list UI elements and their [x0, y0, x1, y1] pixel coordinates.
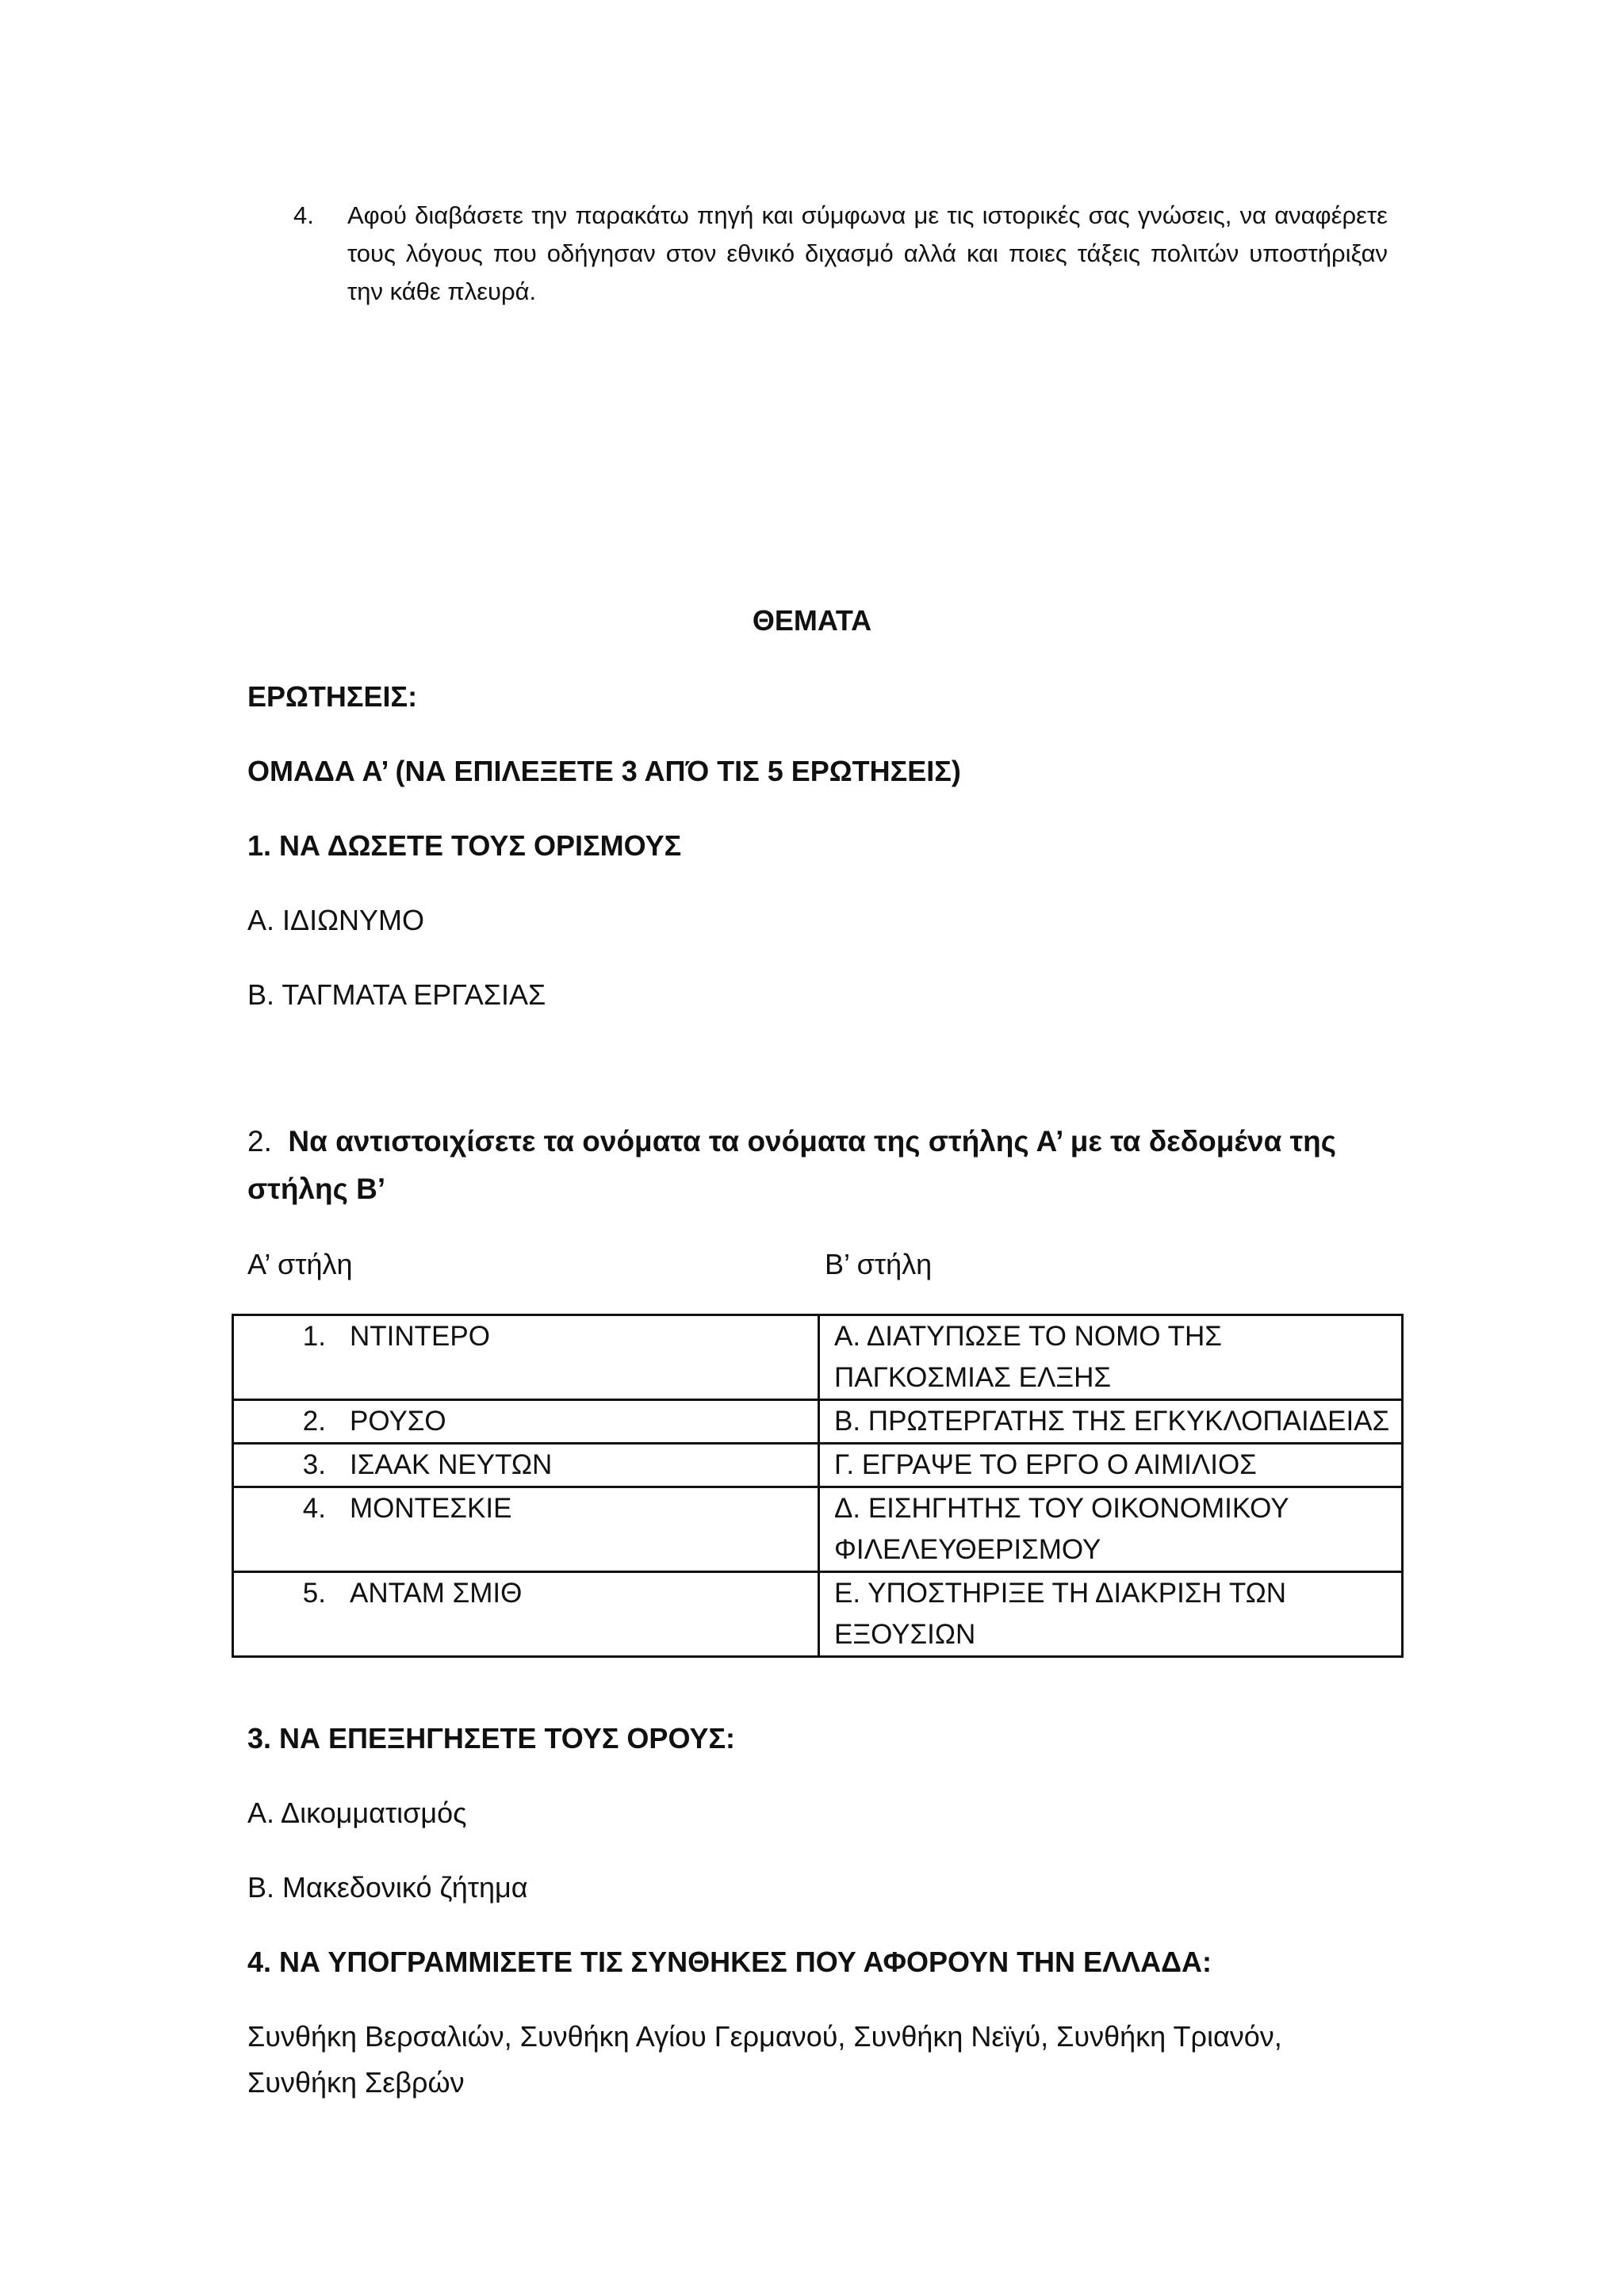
q2-heading: [247, 1118, 1373, 1213]
col-a-cell: [233, 1444, 819, 1487]
page-title: ΘΕΜΑΤΑ: [752, 604, 872, 637]
col-b-cell: Α. ΔΙΑΤΥΠΩΣΕ ΤΟ ΝΟΜΟ ΤΗΣ ΠΑΓΚΟΣΜΙΑΣ ΕΛΞΗΣ: [819, 1315, 1403, 1400]
row-index: 5.: [302, 1578, 326, 1609]
q2-number: 2.: [247, 1125, 272, 1158]
row-index: 4.: [302, 1493, 326, 1524]
row-index: 1.: [302, 1321, 326, 1352]
person-name: ΙΣΑΑΚ ΝΕΥΤΩΝ: [350, 1449, 553, 1480]
col-a-cell: [233, 1487, 819, 1572]
row-index: 2.: [302, 1406, 326, 1437]
questions-heading: ΕΡΩΤΗΣΕΙΣ:: [247, 680, 418, 713]
person-name: ΜΟΝΤΕΣΚΙΕ: [350, 1493, 512, 1524]
intro-number: 4.: [293, 201, 314, 229]
col-a-cell: [233, 1572, 819, 1657]
group-heading: ΟΜΑΔΑ Α’ (ΝΑ ΕΠΙΛΕΞΕΤΕ 3 ΑΠΌ ΤΙΣ 5 ΕΡΩΤΗΣΕΙΣ): [247, 755, 961, 787]
matching-table: [232, 1314, 1404, 1658]
q1-item-b: Β. ΤΑΓΜΑΤΑ ΕΡΓΑΣΙΑΣ: [247, 978, 546, 1011]
col-b-cell: Γ. ΕΓΡΑΨΕ ΤΟ ΕΡΓΟ Ο ΑΙΜΙΛΙΟΣ: [819, 1444, 1403, 1487]
intro-text: Αφού διαβάσετε την παρακάτω πηγή και σύμφωνα με τις ιστορικές σας γνώσεις, να αναφέρετε τους λόγους που οδήγησαν στον εθνικό διχασμό αλλά και ποιες τάξεις πολιτών υποστήριξαν την κάθε πλευρά.: [347, 201, 1388, 305]
treaties-list: Συνθήκη Βερσαλιών, Συνθήκη Αγίου Γερμανού, Συνθήκη Νεϊγύ, Συνθήκη Τριανόν, Συνθήκη Σεβρών: [247, 2020, 1282, 2099]
q1-item-a: Α. ΙΔΙΩΝΥΜΟ: [247, 904, 424, 936]
table-row: [233, 1487, 1403, 1572]
q2-heading-text: Να αντιστοιχίσετε τα ονόματα τα ονόματα της στήλης Α’ με τα δεδομένα της στήλης Β’: [247, 1125, 1337, 1205]
col-b-label: Β’ στήλη: [825, 1248, 933, 1280]
col-a-cell: [233, 1315, 819, 1400]
col-b-cell: Δ. ΕΙΣΗΓΗΤΗΣ ΤΟΥ ΟΙΚΟΝΟΜΙΚΟΥ ΦΙΛΕΛΕΥΘΕΡΙΣΜΟΥ: [819, 1487, 1403, 1572]
q3-heading: 3. ΝΑ ΕΠΕΞΗΓΗΣΕΤΕ ΤΟΥΣ ΟΡΟΥΣ:: [247, 1722, 736, 1755]
col-b-cell: Ε. ΥΠΟΣΤΗΡΙΞΕ ΤΗ ΔΙΑΚΡΙΣΗ ΤΩΝ ΕΞΟΥΣΙΩΝ: [819, 1572, 1403, 1657]
table-row: [233, 1572, 1403, 1657]
table-row: [233, 1400, 1403, 1444]
row-index: 3.: [302, 1449, 326, 1480]
col-a-label: Α’ στήλη: [247, 1248, 353, 1280]
table-row: [233, 1444, 1403, 1487]
person-name: ΡΟΥΣΟ: [350, 1406, 446, 1437]
q3-item-a: Α. Δικομματισμός: [247, 1797, 467, 1829]
q4-heading: 4. ΝΑ ΥΠΟΓΡΑΜΜΙΣΕΤΕ ΤΙΣ ΣΥΝΘΗΚΕΣ ΠΟΥ ΑΦΟΡΟΥΝ ΤΗΝ ΕΛΛΑΔΑ:: [247, 1946, 1212, 1978]
table-row: [233, 1315, 1403, 1400]
person-name: ΝΤΙΝΤΕΡΟ: [350, 1321, 490, 1352]
intro-paragraph: [293, 197, 1388, 311]
col-a-cell: [233, 1400, 819, 1444]
col-b-cell: Β. ΠΡΩΤΕΡΓΑΤΗΣ ΤΗΣ ΕΓΚΥΚΛΟΠΑΙΔΕΙΑΣ: [819, 1400, 1403, 1444]
q1-heading: 1. ΝΑ ΔΩΣΕΤΕ ΤΟΥΣ ΟΡΙΣΜΟΥΣ: [247, 829, 682, 862]
q3-item-b: Β. Μακεδονικό ζήτημα: [247, 1871, 528, 1904]
person-name: ΑΝΤΑΜ ΣΜΙΘ: [350, 1578, 523, 1609]
